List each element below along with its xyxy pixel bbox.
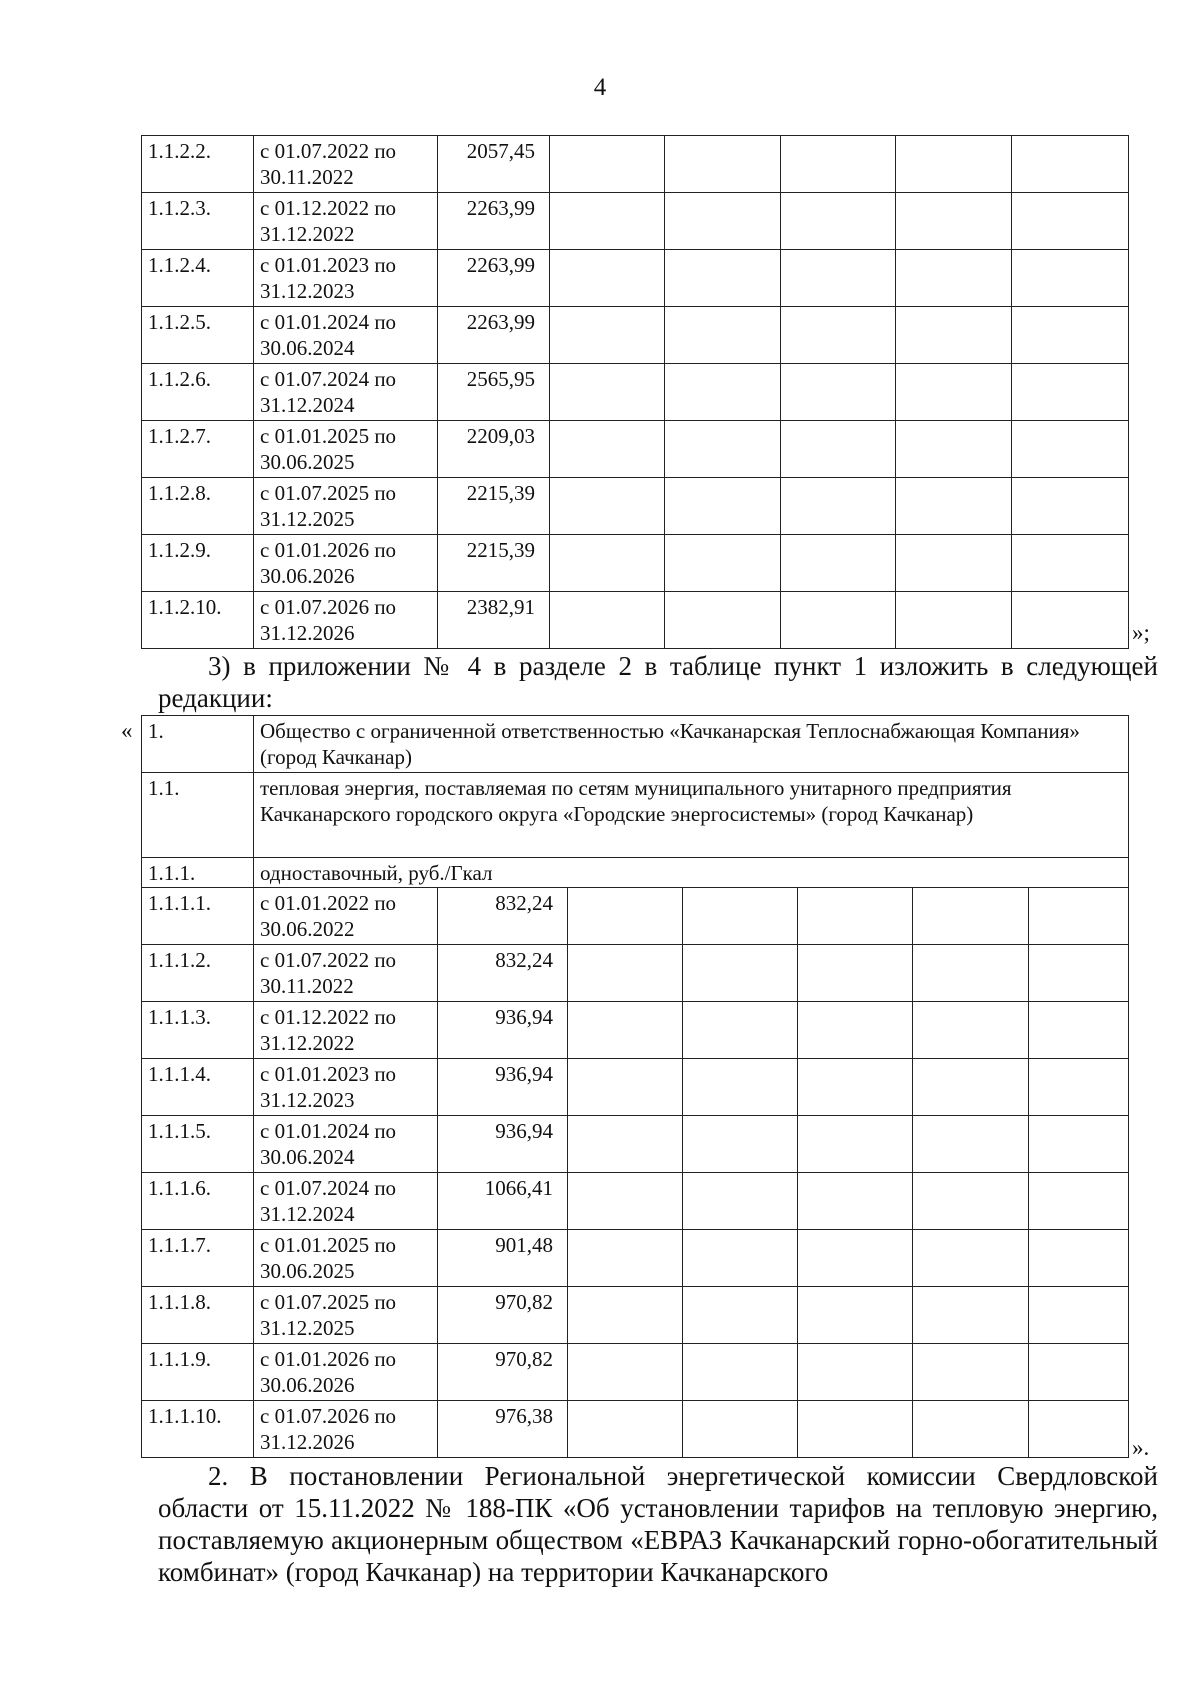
empty-cell [1029, 1059, 1129, 1116]
period-start: с 01.01.2024 по [260, 1119, 397, 1143]
row-value: 2263,99 [438, 193, 550, 250]
period-end: 31.12.2025 [260, 507, 355, 531]
paragraph-item-2: 2. В постановлении Региональной энергетической комиссии Свердловской области от 15.11.2022 № 188-ПК «Об установлении тарифов на тепловую энергию, поставляемую акционерным обществом «ЕВРАЗ Качканарский горно-обогатительный комбинат» (город Качканар) на территории Качканарского [158, 1461, 1158, 1587]
empty-cell [1012, 592, 1129, 649]
row-value: 936,94 [438, 1116, 568, 1173]
period-start: с 01.01.2026 по [260, 538, 397, 562]
org-name: Общество с ограниченной ответственностью «Качканарская Теплоснабжающая Компания» (город Качканар) [254, 716, 1129, 773]
table-row [142, 307, 1129, 364]
empty-cell [913, 1230, 1029, 1287]
empty-cell [683, 1059, 798, 1116]
row-value: 2263,99 [438, 307, 550, 364]
row-period [254, 1173, 438, 1230]
empty-cell [1029, 1344, 1129, 1401]
period-end: 31.12.2026 [260, 1430, 355, 1454]
row-period [254, 421, 438, 478]
empty-cell [568, 1173, 683, 1230]
row-id: 1.1.2.7. [142, 421, 254, 478]
row-value: 832,24 [438, 945, 568, 1002]
row-period [254, 478, 438, 535]
table-row [142, 478, 1129, 535]
empty-cell [550, 364, 665, 421]
row-id: 1.1.1.2. [142, 945, 254, 1002]
row-value: 2057,45 [438, 136, 550, 193]
table-row [142, 888, 1129, 945]
row-value: 936,94 [438, 1059, 568, 1116]
empty-cell [913, 888, 1029, 945]
empty-cell [550, 250, 665, 307]
empty-cell [781, 193, 896, 250]
period-start: с 01.07.2026 по [260, 595, 397, 619]
empty-cell [1029, 1230, 1129, 1287]
row-id: 1.1.2.2. [142, 136, 254, 193]
period-end: 31.12.2022 [260, 1031, 355, 1055]
empty-cell [1029, 1173, 1129, 1230]
period-start: с 01.01.2024 по [260, 310, 397, 334]
period-start: с 01.12.2022 по [260, 1005, 397, 1029]
period-end: 30.06.2026 [260, 1373, 355, 1397]
empty-cell [665, 592, 781, 649]
row-id: 1.1.2.3. [142, 193, 254, 250]
row-period [254, 136, 438, 193]
period-start: с 01.01.2025 по [260, 1233, 397, 1257]
row-id: 1.1.1.8. [142, 1287, 254, 1344]
empty-cell [896, 421, 1012, 478]
period-start: с 01.01.2026 по [260, 1347, 397, 1371]
row-value: 2382,91 [438, 592, 550, 649]
period-start: с 01.07.2026 по [260, 1404, 397, 1428]
empty-cell [896, 478, 1012, 535]
empty-cell [1029, 945, 1129, 1002]
rate-name: одноставочный, руб./Гкал [254, 858, 1129, 888]
empty-cell [1012, 307, 1129, 364]
energy-row [142, 773, 1129, 858]
empty-cell [896, 364, 1012, 421]
table-row [142, 1002, 1129, 1059]
row-period [254, 1116, 438, 1173]
empty-cell [781, 250, 896, 307]
empty-cell [781, 307, 896, 364]
row-id: 1.1.1.5. [142, 1116, 254, 1173]
empty-cell [896, 307, 1012, 364]
row-period [254, 945, 438, 1002]
org-row [142, 716, 1129, 773]
empty-cell [1012, 364, 1129, 421]
table-row [142, 945, 1129, 1002]
row-value: 2209,03 [438, 421, 550, 478]
row-period [254, 1344, 438, 1401]
table-row [142, 1401, 1129, 1458]
empty-cell [1029, 1287, 1129, 1344]
tariff-table-replacement [141, 715, 1129, 1458]
row-id: 1.1.2.10. [142, 592, 254, 649]
empty-cell [1012, 250, 1129, 307]
row-id: 1.1.1.3. [142, 1002, 254, 1059]
period-end: 30.06.2022 [260, 917, 355, 941]
row-period [254, 307, 438, 364]
empty-cell [913, 1173, 1029, 1230]
empty-cell [781, 364, 896, 421]
empty-cell [683, 1344, 798, 1401]
period-end: 30.06.2024 [260, 1145, 355, 1169]
period-start: с 01.12.2022 по [260, 196, 397, 220]
empty-cell [683, 1116, 798, 1173]
table-row [142, 1287, 1129, 1344]
empty-cell [781, 592, 896, 649]
period-start: с 01.07.2025 по [260, 481, 397, 505]
empty-cell [1012, 478, 1129, 535]
empty-cell [665, 364, 781, 421]
row-value: 2215,39 [438, 535, 550, 592]
empty-cell [798, 1116, 913, 1173]
row-value: 970,82 [438, 1287, 568, 1344]
empty-cell [798, 1002, 913, 1059]
empty-cell [550, 307, 665, 364]
empty-cell [1029, 1401, 1129, 1458]
empty-cell [550, 136, 665, 193]
row-value: 901,48 [438, 1230, 568, 1287]
empty-cell [1029, 1116, 1129, 1173]
row-value: 976,38 [438, 1401, 568, 1458]
empty-cell [665, 250, 781, 307]
empty-cell [781, 478, 896, 535]
empty-cell [913, 1344, 1029, 1401]
tariff-table-continuation [141, 135, 1129, 649]
empty-cell [550, 193, 665, 250]
empty-cell [798, 1287, 913, 1344]
empty-cell [913, 945, 1029, 1002]
period-start: с 01.07.2024 по [260, 367, 397, 391]
empty-cell [665, 307, 781, 364]
empty-cell [665, 136, 781, 193]
empty-cell [913, 1059, 1029, 1116]
table-row [142, 136, 1129, 193]
empty-cell [1029, 888, 1129, 945]
row-period [254, 592, 438, 649]
empty-cell [568, 1116, 683, 1173]
empty-cell [1012, 193, 1129, 250]
empty-cell [683, 1287, 798, 1344]
empty-cell [798, 888, 913, 945]
empty-cell [896, 592, 1012, 649]
period-end: 31.12.2023 [260, 1088, 355, 1112]
empty-cell [568, 1230, 683, 1287]
empty-cell [665, 535, 781, 592]
empty-cell [896, 535, 1012, 592]
period-end: 31.12.2026 [260, 621, 355, 645]
table-row [142, 1059, 1129, 1116]
period-end: 30.06.2026 [260, 564, 355, 588]
empty-cell [568, 1059, 683, 1116]
period-end: 31.12.2024 [260, 1202, 355, 1226]
row-value: 1066,41 [438, 1173, 568, 1230]
row-period [254, 250, 438, 307]
empty-cell [798, 1230, 913, 1287]
empty-cell [568, 1344, 683, 1401]
table2-open-quote: « [121, 718, 133, 743]
row-period [254, 1230, 438, 1287]
row-period [254, 888, 438, 945]
row-id: 1.1.2.4. [142, 250, 254, 307]
row-id: 1.1.1.7. [142, 1230, 254, 1287]
empty-cell [683, 1173, 798, 1230]
row-id: 1.1.2.8. [142, 478, 254, 535]
empty-cell [896, 193, 1012, 250]
row-id: 1.1.1.9. [142, 1344, 254, 1401]
empty-cell [798, 945, 913, 1002]
row-value: 2263,99 [438, 250, 550, 307]
empty-cell [683, 1230, 798, 1287]
page-number: 4 [593, 74, 607, 101]
empty-cell [896, 136, 1012, 193]
empty-cell [568, 1287, 683, 1344]
period-start: с 01.01.2022 по [260, 891, 397, 915]
row-period [254, 1287, 438, 1344]
period-end: 30.06.2025 [260, 1259, 355, 1283]
table-row [142, 193, 1129, 250]
empty-cell [683, 945, 798, 1002]
row-value: 970,82 [438, 1344, 568, 1401]
row-period [254, 535, 438, 592]
energy-id: 1.1. [142, 773, 254, 858]
table-row [142, 421, 1129, 478]
empty-cell [550, 478, 665, 535]
row-period [254, 193, 438, 250]
empty-cell [781, 136, 896, 193]
rate-row [142, 858, 1129, 888]
row-period [254, 1401, 438, 1458]
row-value: 832,24 [438, 888, 568, 945]
period-start: с 01.01.2023 по [260, 1062, 397, 1086]
empty-cell [896, 250, 1012, 307]
table-row [142, 1344, 1129, 1401]
empty-cell [683, 888, 798, 945]
empty-cell [550, 535, 665, 592]
paragraph-item-3: 3) в приложении № 4 в разделе 2 в таблице пункт 1 изложить в следующей редакции: [158, 651, 1158, 713]
period-end: 31.12.2025 [260, 1316, 355, 1340]
row-id: 1.1.1.6. [142, 1173, 254, 1230]
table2-closing-quote: ». [1132, 1435, 1150, 1460]
empty-cell [665, 478, 781, 535]
period-start: с 01.07.2024 по [260, 1176, 397, 1200]
rate-id: 1.1.1. [142, 858, 254, 888]
row-value: 2215,39 [438, 478, 550, 535]
table1-closing-quote: »; [1132, 620, 1150, 645]
empty-cell [568, 945, 683, 1002]
empty-cell [665, 193, 781, 250]
period-end: 30.11.2022 [260, 165, 354, 189]
empty-cell [683, 1002, 798, 1059]
org-id: 1. [142, 716, 254, 773]
empty-cell [568, 1002, 683, 1059]
period-start: с 01.01.2023 по [260, 253, 397, 277]
empty-cell [798, 1059, 913, 1116]
table-row [142, 535, 1129, 592]
empty-cell [550, 421, 665, 478]
table-row [142, 1230, 1129, 1287]
empty-cell [683, 1401, 798, 1458]
empty-cell [1012, 136, 1129, 193]
table-row [142, 250, 1129, 307]
period-end: 31.12.2023 [260, 279, 355, 303]
row-id: 1.1.2.9. [142, 535, 254, 592]
table-row [142, 1173, 1129, 1230]
period-end: 31.12.2022 [260, 222, 355, 246]
empty-cell [665, 421, 781, 478]
row-period [254, 1002, 438, 1059]
table-row [142, 364, 1129, 421]
period-start: с 01.07.2025 по [260, 1290, 397, 1314]
empty-cell [798, 1344, 913, 1401]
empty-cell [913, 1002, 1029, 1059]
empty-cell [1012, 421, 1129, 478]
row-id: 1.1.2.6. [142, 364, 254, 421]
period-start: с 01.07.2022 по [260, 139, 397, 163]
empty-cell [1012, 535, 1129, 592]
empty-cell [568, 1401, 683, 1458]
period-end: 30.06.2025 [260, 450, 355, 474]
row-id: 1.1.1.10. [142, 1401, 254, 1458]
period-start: с 01.01.2025 по [260, 424, 397, 448]
table-row [142, 592, 1129, 649]
empty-cell [913, 1401, 1029, 1458]
empty-cell [798, 1173, 913, 1230]
period-start: с 01.07.2022 по [260, 948, 397, 972]
empty-cell [550, 592, 665, 649]
empty-cell [781, 421, 896, 478]
row-period [254, 364, 438, 421]
table-row [142, 1116, 1129, 1173]
period-end: 30.06.2024 [260, 336, 355, 360]
row-period [254, 1059, 438, 1116]
row-value: 936,94 [438, 1002, 568, 1059]
row-id: 1.1.2.5. [142, 307, 254, 364]
empty-cell [568, 888, 683, 945]
empty-cell [913, 1287, 1029, 1344]
energy-description: тепловая энергия, поставляемая по сетям муниципального унитарного предприятия Качканарского городского округа «Городские энергосистемы» (город Качканар) [254, 773, 1129, 858]
empty-cell [1029, 1002, 1129, 1059]
row-id: 1.1.1.1. [142, 888, 254, 945]
row-id: 1.1.1.4. [142, 1059, 254, 1116]
empty-cell [913, 1116, 1029, 1173]
empty-cell [781, 535, 896, 592]
period-end: 30.11.2022 [260, 974, 354, 998]
row-value: 2565,95 [438, 364, 550, 421]
period-end: 31.12.2024 [260, 393, 355, 417]
empty-cell [798, 1401, 913, 1458]
